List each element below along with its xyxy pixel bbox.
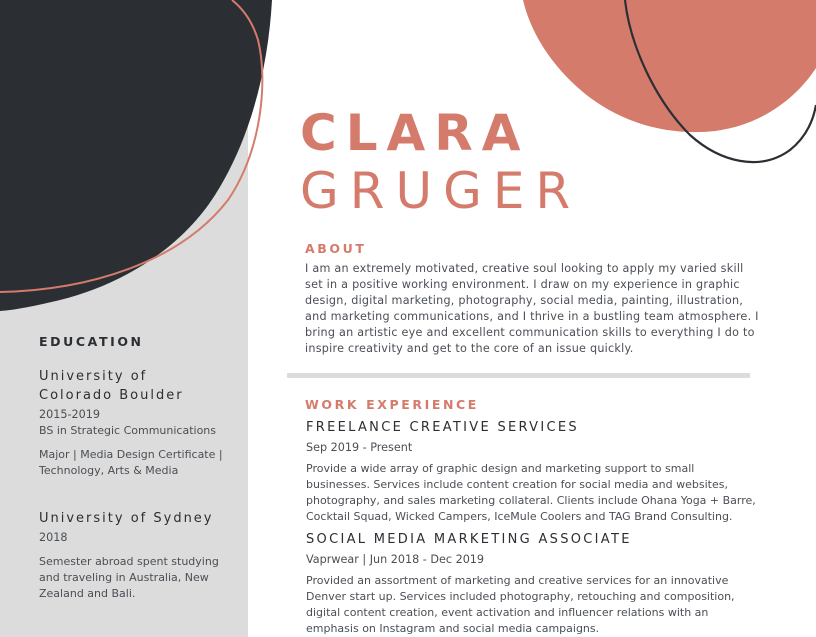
job-company-dates: Vaprwear | Jun 2018 - Dec 2019 [306,553,485,566]
dark-blob-shape [0,0,272,311]
about-heading: ABOUT [305,241,367,256]
school-name: University of Sydney [39,511,214,526]
job-title: SOCIAL MEDIA MARKETING ASSOCIATE [306,532,632,547]
education-note: Semester abroad spent studying and traveling in Australia, New Zealand and Bali. [39,555,219,600]
education-major: Major | Media Design Certificate | Technology, Arts & Media [39,448,223,477]
education-years: 2018 [39,531,68,544]
education-years: 2015-2019 [39,408,100,421]
school-name: University of Colorado Boulder [39,369,184,403]
education-heading: EDUCATION [39,334,144,349]
last-name: GRUGER [300,162,582,220]
job-dates: Sep 2019 - Present [306,441,413,454]
job-description: Provided an assortment of marketing and creative services for an innovative Denver start up. Services included photography, retouching and composition, digital content creation, event activation and influencer relations with an emphasis on Instagram and social media campaigns. [306,574,735,635]
about-text: I am an extremely motivated, creative soul looking to apply my varied skill set in a positive working environment. I draw on my experience in graphic design, digital marketing, photography, social media, painting, illustration, and marketing communications, and I thrive in a bustling team atmosphere. I bring an artistic eye and excellent communication skills to everything I do to inspire creativity and get to the core of an issue quickly. [305,262,759,355]
education-entry [39,509,224,602]
job-entry [306,420,758,525]
job-entry [306,532,758,637]
work-experience-heading: WORK EXPERIENCE [305,397,479,412]
first-name: CLARA [300,104,530,162]
education-entry [39,367,224,479]
section-divider [287,373,750,378]
job-description: Provide a wide array of graphic design and marketing support to small businesses. Services include content creation for social media and websites, photography, and sales marketing collateral. Clients include Ohana Yoga + Barre, Cocktail Squad, Wicked Campers, IceMule Coolers and TAG Brand Consulting. [306,462,756,523]
job-title: FREELANCE CREATIVE SERVICES [306,420,579,435]
education-degree: BS in Strategic Communications [39,424,217,437]
